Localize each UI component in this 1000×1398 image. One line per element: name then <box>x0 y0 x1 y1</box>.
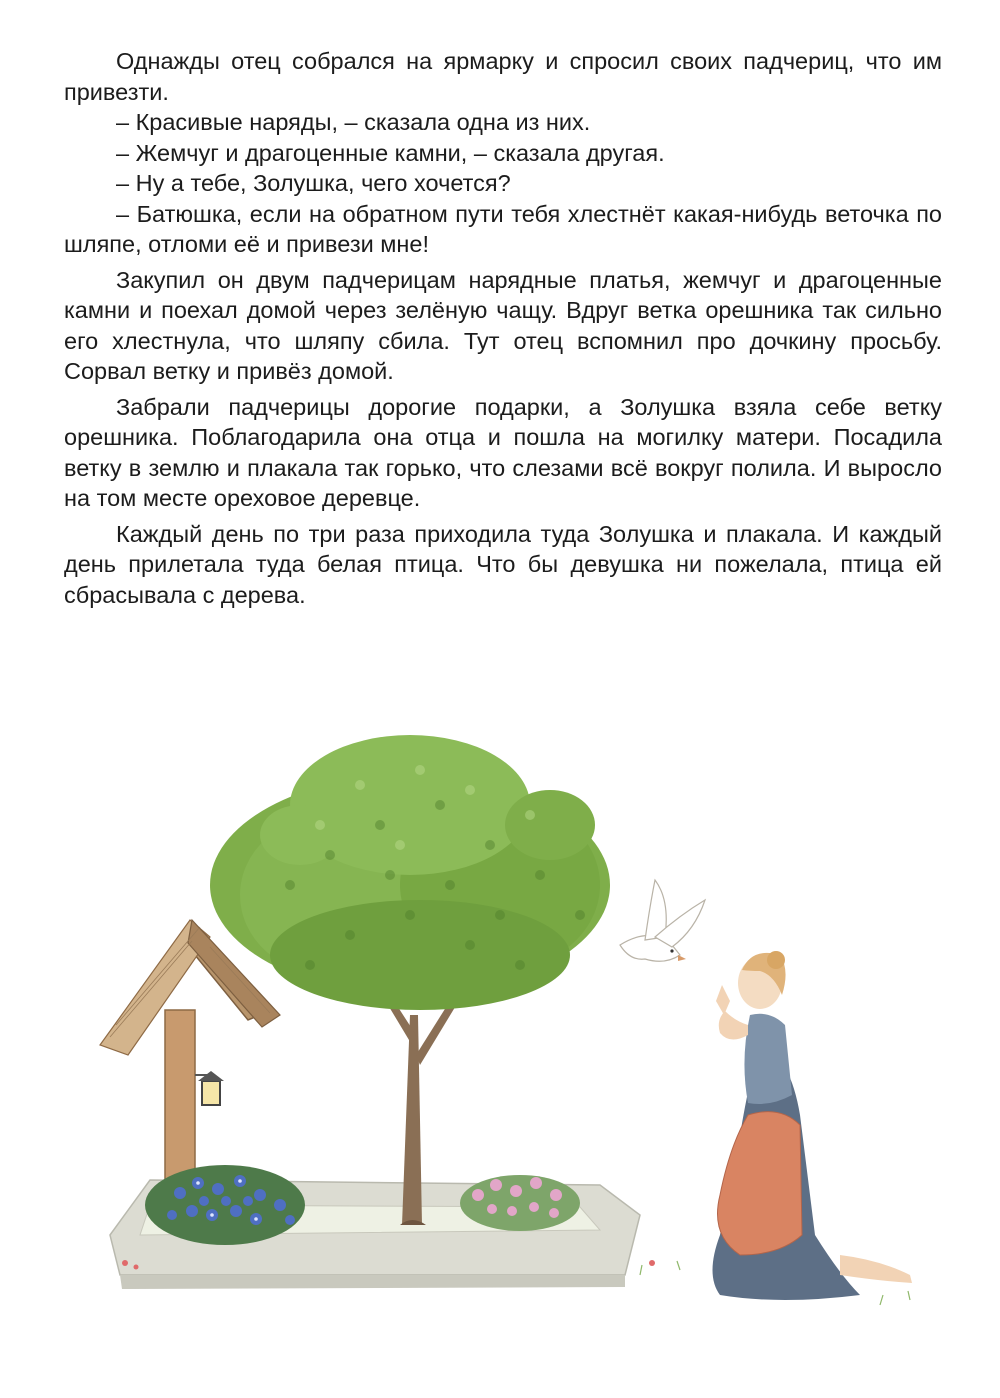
pink-flower-bush <box>460 1175 580 1231</box>
paragraph-4: – Ну а тебе, Золушка, чего хочется? <box>116 170 511 196</box>
story-text <box>64 46 942 610</box>
white-dove <box>620 880 705 961</box>
hazel-tree <box>210 735 610 1225</box>
paragraph-1: Однажды отец собрался на ярмарку и спросил своих падчериц, что им привезти. <box>64 48 942 105</box>
kneeling-girl <box>713 951 913 1300</box>
paragraph-7: Забрали падчерицы дорогие подарки, а Золушка взяла себе ветку орешника. Поблагодарила она отца и пошла на могилку матери. Посадила ветку в землю и плакала так горько, что слезами всё вокруг полила. И выросло на том месте ореховое деревце. <box>64 393 942 511</box>
paragraph-6: Закупил он двум падчерицам нарядные платья, жемчуг и драгоценные камни и поехал домой через зелёную чащу. Вдруг ветка орешника так сильно его хлестнула, что шляпу сбила. Тут отец вспомнил про дочкину просьбу. Сорвал ветку и привёз домой. <box>64 266 942 384</box>
lantern-icon <box>195 1071 224 1105</box>
tree-foliage <box>210 735 610 1010</box>
paragraph-5: – Батюшка, если на обратном пути тебя хлестнёт какая-нибудь веточка по шляпе, отломи её и привези мне! <box>64 200 942 257</box>
cinderella-illustration <box>80 715 960 1320</box>
paragraph-3: – Жемчуг и драгоценные камни, – сказала другая. <box>116 139 665 166</box>
wooden-shrine <box>100 920 280 1195</box>
blue-flower-bush <box>145 1165 305 1245</box>
paragraph-2: – Красивые наряды, – сказала одна из них. <box>116 109 591 135</box>
paragraph-8: Каждый день по три раза приходила туда Золушка и плакала. И каждый день прилетала туда белая птица. Что бы девушка ни пожелала, птица ей сбрасывала с дерева. <box>64 520 942 608</box>
